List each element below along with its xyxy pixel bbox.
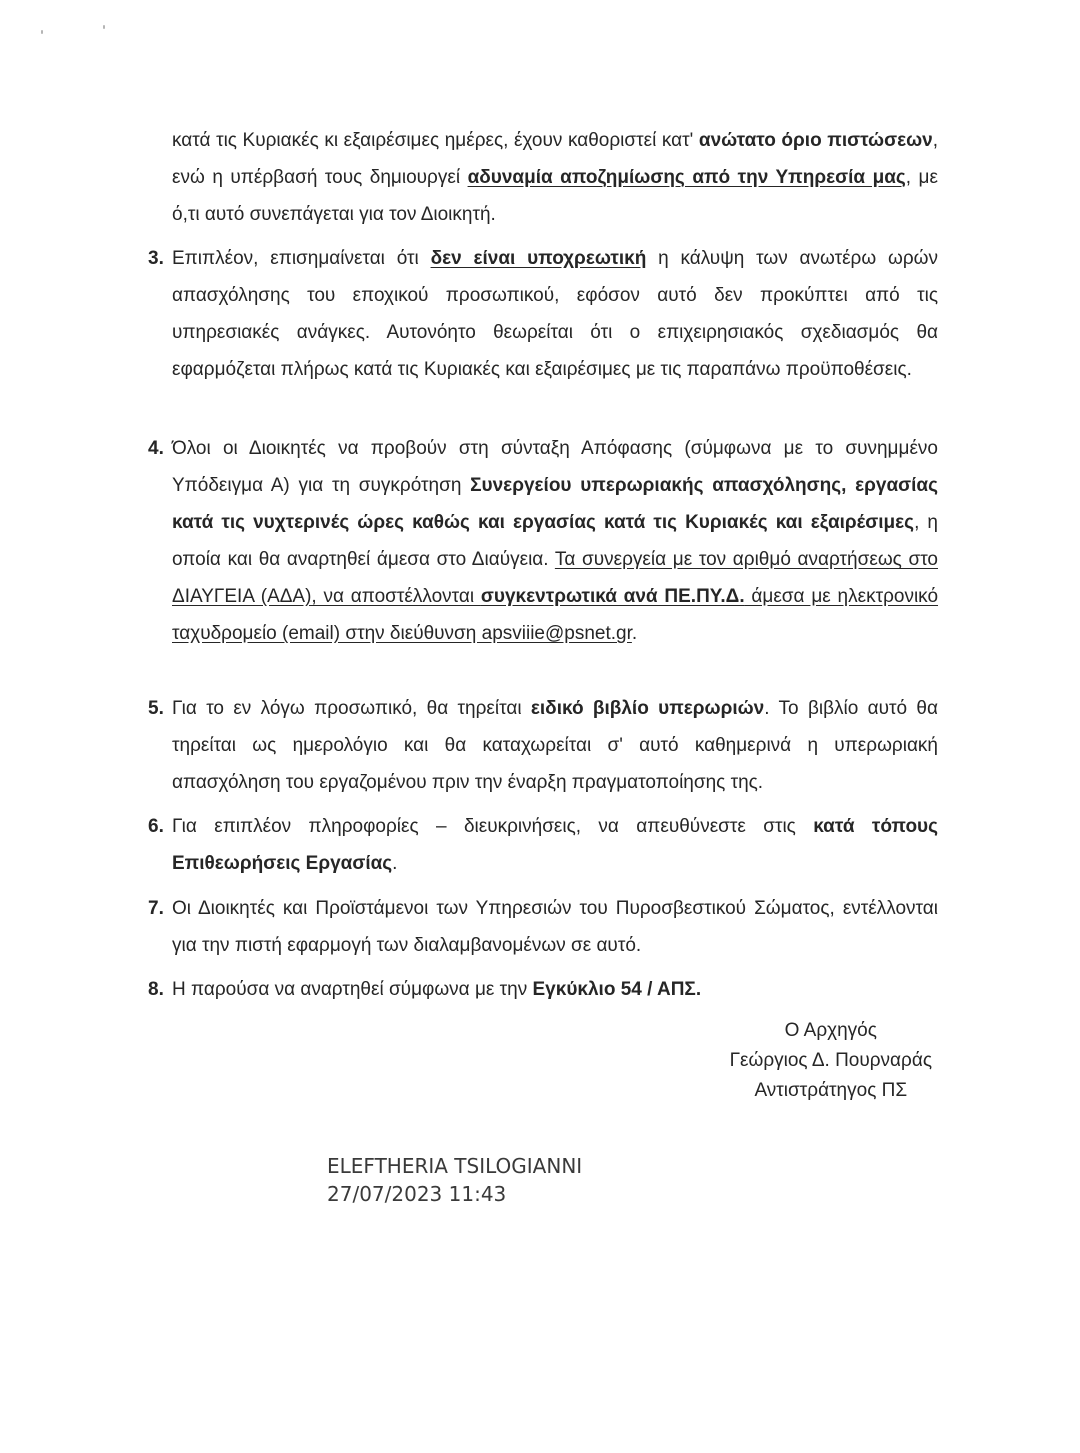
- signature-datetime: 27/07/2023 11:43: [327, 1182, 507, 1206]
- item-text: [172, 240, 938, 388]
- text-run: , με ό,τι αυτό συνεπάγεται για τον Διοικητή.: [172, 167, 938, 225]
- bold-run: κατά τόπους Επιθεωρήσεις Εργασίας: [172, 816, 938, 874]
- item-number: 6.: [148, 816, 164, 837]
- scan-artifact: [41, 30, 43, 34]
- signature-name: Γεώργιος Δ. Πουρναράς: [729, 1050, 932, 1071]
- bold-run: ειδικό βιβλίο υπερωριών: [530, 698, 765, 719]
- item-number: 5.: [148, 698, 164, 719]
- scan-artifact: [103, 25, 105, 29]
- text-run: Για επιπλέον πληροφορίες – διευκρινήσεις, να απευθύνεστε στις: [172, 816, 814, 837]
- list-item: [148, 808, 938, 882]
- text-run: .: [392, 853, 398, 874]
- item-number: 7.: [148, 898, 164, 919]
- bold-run: ανώτατο όριο πιστώσεων: [698, 130, 933, 151]
- underlined-bold-run: δεν είναι υποχρεωτική: [430, 248, 647, 269]
- text-run: Για το εν λόγω προσωπικό, θα τηρείται: [172, 698, 531, 719]
- item-number: 3.: [148, 248, 164, 269]
- item-text: [172, 890, 938, 964]
- list-item: [148, 971, 938, 1008]
- item-number: 8.: [148, 979, 164, 1000]
- item-text: [172, 690, 938, 801]
- text-run: Η παρούσα να αναρτηθεί σύμφωνα με την: [172, 979, 533, 1000]
- list-item: [148, 690, 938, 801]
- item-text: [172, 430, 938, 652]
- bold-run: Συνεργείου υπερωριακής απασχόλησης, εργασίας κατά τις νυχτερινές ώρες καθώς και εργασίας κατά τις Κυριακές και εξαιρέσιμες: [172, 475, 938, 533]
- item-text: [172, 808, 938, 882]
- underlined-bold-run: αδυναμία αποζημίωσης από την Υπηρεσία μας: [467, 167, 906, 188]
- text-run: , ενώ η υπέρβασή τους δημιουργεί: [172, 130, 939, 188]
- text-run: Επιπλέον, επισημαίνεται ότι: [172, 248, 431, 269]
- item-number: 4.: [148, 438, 164, 459]
- text-run: κατά τις Κυριακές κι εξαιρέσιμες ημέρες, έχουν καθοριστεί κατ': [172, 130, 699, 151]
- signer-name: ELEFTHERIA TSILOGIANNI: [327, 1154, 583, 1178]
- list-item: [148, 240, 938, 388]
- text-run: , η οποία και θα αναρτηθεί άμεσα στο Διαύγεια.: [172, 512, 938, 570]
- bold-run: Εγκύκλιο 54 / ΑΠΣ.: [532, 979, 702, 1000]
- signature-rank: Αντιστράτηγος ΠΣ: [754, 1080, 908, 1101]
- text-run: Όλοι οι Διοικητές να προβούν στη σύνταξη Απόφασης (σύμφωνα με το συνημμένο Υπόδειγμα Α) για τη συγκρότηση: [172, 438, 938, 496]
- email-link[interactable]: άμεσα με ηλεκτρονικό ταχυδρομείο (email) στην διεύθυνση apsviiie@psnet.gr: [172, 586, 939, 644]
- signature-block: [730, 1016, 932, 1106]
- continuation-paragraph: [172, 122, 938, 233]
- digital-signature-stamp: [327, 1152, 582, 1208]
- text-run: .: [631, 623, 638, 644]
- text-run: Οι Διοικητές και Προϊστάμενοι των Υπηρεσιών του Πυροσβεστικού Σώματος, εντέλλονται για την πιστή εφαρμογή των διαλαμβανομένων σε αυτό.: [172, 898, 938, 956]
- underlined-bold-run: συγκεντρωτικά ανά ΠΕ.ΠΥ.Δ.: [480, 586, 745, 607]
- signature-role: Ο Αρχηγός: [784, 1020, 877, 1041]
- item-text: [172, 971, 938, 1008]
- list-item: [148, 430, 938, 652]
- text-run: . Το βιβλίο αυτό θα τηρείται ως ημερολόγιο και θα καταχωρείται σ' αυτό καθημερινά η υπερωριακή απασχόληση του εργαζομένου πριν την έναρξη πραγματοποίησης της.: [172, 698, 938, 793]
- text-run: η κάλυψη των ανωτέρω ωρών απασχόλησης του εποχικού προσωπικού, εφόσον αυτό δεν προκύπτει από τις υπηρεσιακές ανάγκες. Αυτονόητο θεωρείται ότι ο επιχειρησιακός σχεδιασμός θα εφαρμόζεται πλήρως κατά τις Κυριακές και εξαιρέσιμες με τις παραπάνω προϋποθέσεις.: [172, 248, 938, 380]
- list-item: [148, 890, 938, 964]
- underlined-run: Τα συνεργεία με τον αριθμό αναρτήσεως στο ΔΙΑΥΓΕΙΑ (ΑΔΑ), να αποστέλλονται: [172, 549, 938, 607]
